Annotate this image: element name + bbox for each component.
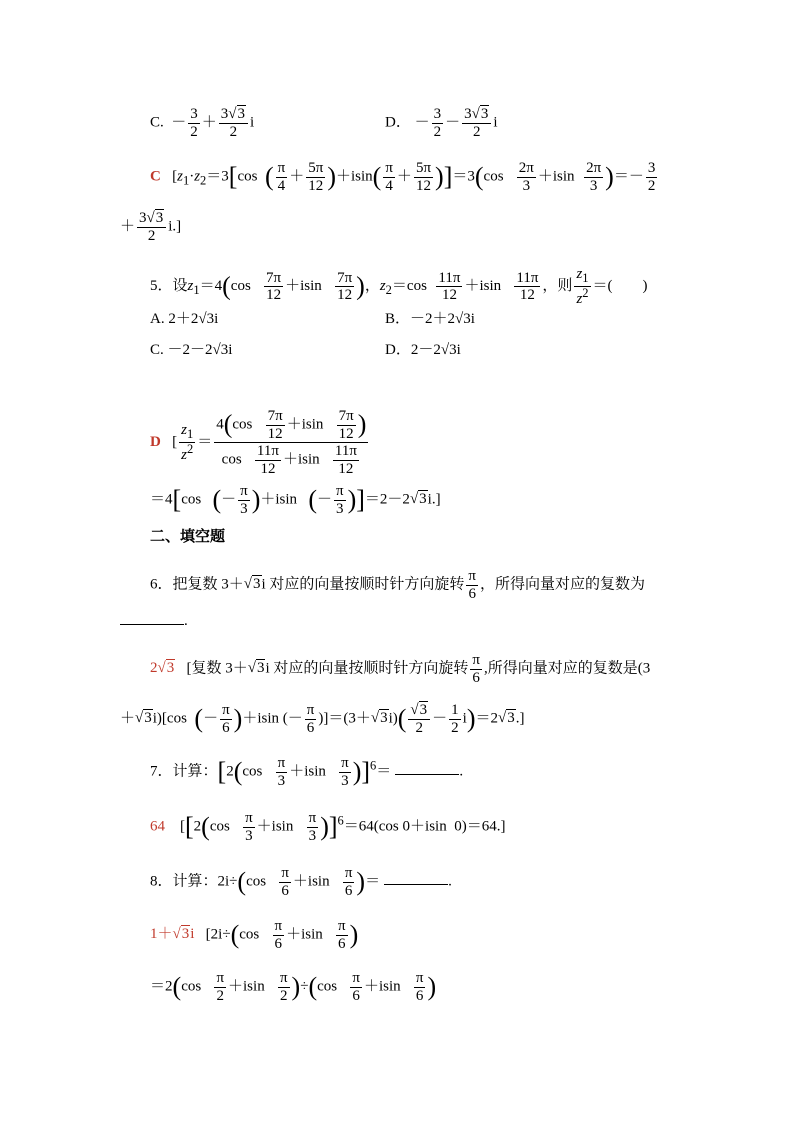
q5-question: 5．设$z_1=4(\cos$ $\frac{7\pi}{12}$ ＋isin $\frac{7\pi}{12}$ )，$z_2=\cos$ $\frac{11\pi}{12}$ ＋isin $\frac{11\pi}{12}$ ，则 $\frac{z_1}{z^2}$ ＝( ) xyxy=(150,266,648,307)
q8-solution-line1: 1＋√3i [2i÷(cos $\frac{\pi}{6}$ ＋isin $\frac{\pi}{6}$ ) xyxy=(150,918,359,952)
q4-solution-line1: C [$z_1\cdot z_2=3[\cos$ ( $\frac{\pi}{4}$ ＋ $\frac{5\pi}{12}$ )＋isin( $\frac{\pi}{4}$ ＋ $\frac{5\pi}{12}$ )]＝3(cos $\frac{2\pi}{3}$ ＋isin $\frac{2\pi}{3}$ )＝－ $\frac{3}{2}$ xyxy=(150,160,656,194)
section-title-fill-in: 二、填空题 xyxy=(150,529,226,545)
q5-option-b: B．－2＋2√3i xyxy=(385,311,475,327)
q7-question: 7．计算：[2(cos $\frac{\pi}{3}$ ＋isin $\frac{\pi}{3}$ )]$^6$＝ . xyxy=(150,755,464,789)
q6-solution-line2: ＋√3i)[cos (－ $\frac{\pi}{6}$ )＋isin (－ $\frac{\pi}{6}$ )]＝(3＋√3i)( $\frac{√3}{2}$ － $\frac{1}{2}$ i)＝2√3.] xyxy=(120,702,525,736)
q5-solution-line2: ＝4[cos (－ $\frac{\pi}{3}$ )＋isin (－ $\frac{\pi}{3}$ )]＝2－2√3i.] xyxy=(150,483,441,517)
q4-answer-letter: C xyxy=(150,168,161,185)
q8-solution-line2: ＝2(cos $\frac{\pi}{2}$ ＋isin $\frac{\pi}{2}$ )÷(cos $\frac{\pi}{6}$ ＋isin $\frac{\pi}{6}$ ) xyxy=(150,970,437,1004)
q4-solution-line2: ＋ $\frac{3√3}{2}$ i.] xyxy=(120,210,182,244)
q7-answer: 64 xyxy=(150,818,165,835)
q5-answer-letter: D xyxy=(150,433,161,450)
q8-question: 8．计算：2i÷(cos $\frac{\pi}{6}$ ＋isin $\frac{\pi}{6}$ )＝ . xyxy=(150,865,452,899)
q5-option-c: C. －2－2√3i xyxy=(150,342,233,358)
q4-option-d: D． － $\frac{3}{2}$ － $\frac{3√3}{2}$ i xyxy=(385,106,498,140)
q5-option-d: D．2－2√3i xyxy=(385,342,461,358)
q7-solution: 64 [[2(cos $\frac{\pi}{3}$ ＋isin $\frac{\pi}{3}$ )]$^6$＝64(cos 0＋isin 0)＝64.] xyxy=(150,810,506,844)
q5-solution-line1: D [ $\frac{z_1}{z^2}$ ＝ 4(cos $\frac{7\pi}{12}$ ＋isin $\frac{7\pi}{12}$ ) cos $\frac{11\pi}{12}$ ＋isin $\frac{11\pi}{12}$ xyxy=(150,408,367,477)
q6-solution-line1: 2√3 [复数 3＋√3i 对应的向量按顺时针方向旋转 $\frac{\pi}{6}$ ,所得向量对应的复数是(3 xyxy=(150,652,651,686)
q4-option-c: C. － $\frac{3}{2}$ ＋ $\frac{3√3}{2}$ i xyxy=(150,106,255,140)
q6-blank: . xyxy=(120,610,188,631)
q6-question: 6．把复数 3＋√3i 对应的向量按顺时针方向旋转 $\frac{\pi}{6}$ ，所得向量对应的复数为 xyxy=(150,568,646,602)
q5-option-a: A. 2＋2√3i xyxy=(150,311,219,327)
